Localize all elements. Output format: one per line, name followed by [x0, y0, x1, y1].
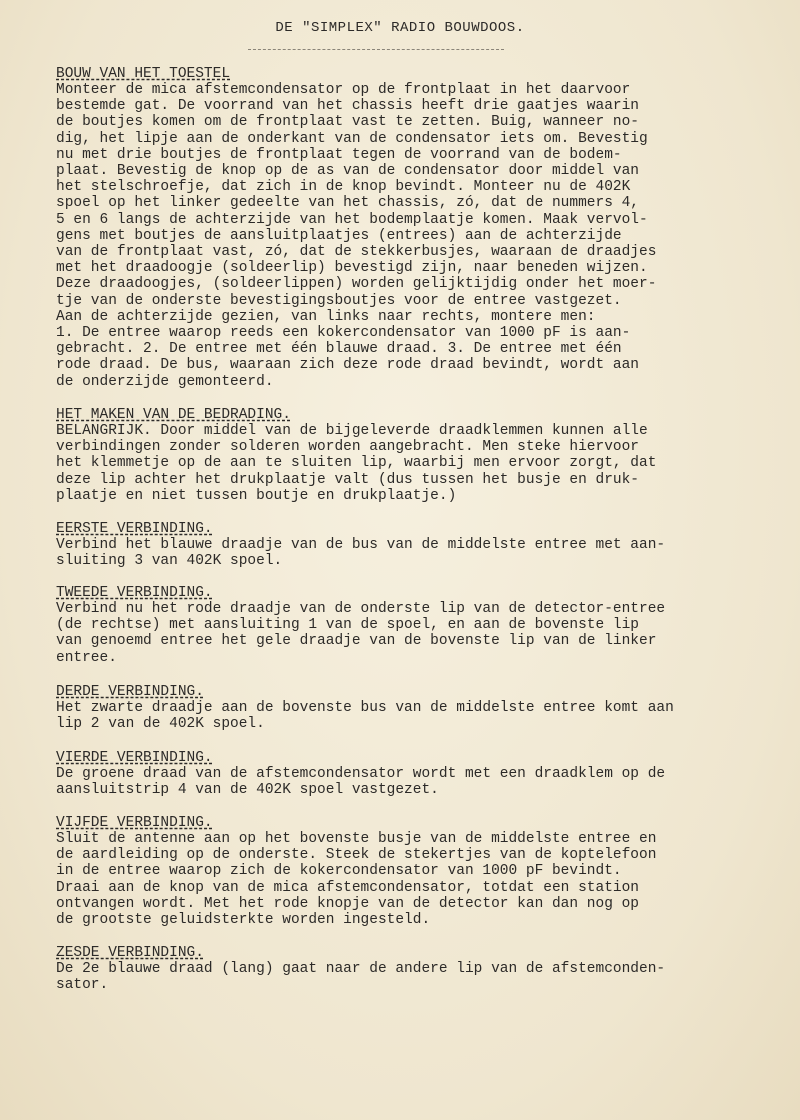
text-line: Verbind het blauwe draadje van de bus van de middelste entree met aan-: [56, 537, 666, 553]
section-eerste-verbinding: [56, 521, 766, 569]
text-line: verbindingen zonder solderen worden aangebracht. Men steke hiervoor: [56, 439, 639, 456]
title-divider: [248, 49, 504, 50]
section-heading: ZESDE VERBINDING.: [56, 945, 204, 961]
text-line: Sluit de antenne aan op het bovenste busje van de middelste entree en: [56, 831, 657, 847]
text-line: BELANGRIJK. Door middel van de bijgeleverde draadklemmen kunnen alle: [56, 423, 648, 439]
text-line: de grootste geluidsterkte worden ingesteld.: [56, 912, 431, 929]
text-line: het stelschroefje, dat zich in de knop bevindt. Monteer nu de 402K: [56, 179, 631, 196]
text-line: sator.: [56, 977, 109, 994]
text-line: 1. De entree waarop reeds een kokercondensator van 1000 pF is aan-: [56, 325, 631, 342]
section-heading: BOUW VAN HET TOESTEL: [56, 66, 231, 82]
text-line: deze lip achter het drukplaatje valt (dus tussen het busje en druk-: [56, 471, 639, 488]
text-line: 5 en 6 langs de achterzijde van het bodemplaatje komen. Maak vervol-: [56, 211, 648, 228]
section-heading: TWEEDE VERBINDING.: [56, 585, 213, 601]
section-zesde-verbinding: [56, 945, 766, 993]
text-line: de onderzijde gemonteerd.: [56, 373, 274, 390]
section-derde-verbinding: [56, 684, 766, 732]
text-line: plaatje en niet tussen boutje en drukplaatje.): [56, 487, 457, 504]
text-line: het klemmetje op de aan te sluiten lip, waarbij men ervoor zorgt, dat: [56, 455, 657, 472]
text-line: met het draadoogje (soldeerlip) bevestigd zijn, naar beneden wijzen.: [56, 260, 648, 277]
text-line: entree.: [56, 649, 117, 666]
page-title: DE "SIMPLEX" RADIO BOUWDOOS.: [275, 20, 525, 36]
text-line: sluiting 3 van 402K spoel.: [56, 553, 283, 570]
text-line: bestemde gat. De voorrand van het chassis heeft drie gaatjes waarin: [56, 98, 639, 115]
section-bouw-van-het-toestel: [56, 66, 766, 390]
text-line: gebracht. 2. De entree met één blauwe draad. 3. De entree met één: [56, 341, 622, 358]
text-line: Draai aan de knop van de mica afstemcondensator, totdat een station: [56, 879, 639, 896]
section-het-maken-van-de-bedrading: [56, 407, 766, 504]
text-line: aansluitstrip 4 van de 402K spoel vastgezet.: [56, 782, 439, 799]
section-vijfde-verbinding: [56, 815, 766, 928]
text-line: Het zwarte draadje aan de bovenste bus van de middelste entree komt aan: [56, 700, 674, 716]
section-heading: HET MAKEN VAN DE BEDRADING.: [56, 407, 291, 423]
text-line: van genoemd entree het gele draadje van de bovenste lip van de linker: [56, 633, 657, 650]
section-heading: EERSTE VERBINDING.: [56, 521, 213, 537]
text-line: dig, het lipje aan de onderkant van de condensator iets om. Bevestig: [56, 130, 648, 147]
text-line: plaat. Bevestig de knop op de as van de condensator door middel van: [56, 163, 639, 180]
text-line: De 2e blauwe draad (lang) gaat naar de andere lip van de afstemconden-: [56, 961, 666, 977]
text-line: Monteer de mica afstemcondensator op de frontplaat in het daarvoor: [56, 82, 631, 98]
text-line: Deze draadoogjes, (soldeerlippen) worden gelijktijdig onder het moer-: [56, 276, 657, 293]
section-heading: VIJFDE VERBINDING.: [56, 815, 213, 831]
text-line: De groene draad van de afstemcondensator wordt met een draadklem op de: [56, 766, 666, 782]
text-line: spoel op het linker gedeelte van het chassis, zó, dat de nummers 4,: [56, 195, 639, 212]
text-line: Verbind nu het rode draadje van de onderste lip van de detector-entree: [56, 601, 666, 617]
text-line: gens met boutjes de aansluitplaatjes (entrees) aan de achterzijde: [56, 227, 622, 244]
section-heading: DERDE VERBINDING.: [56, 684, 204, 700]
text-line: de boutjes komen om de frontplaat vast te zetten. Buig, wanneer no-: [56, 114, 639, 131]
text-line: Aan de achterzijde gezien, van links naar rechts, montere men:: [56, 308, 596, 325]
section-heading: VIERDE VERBINDING.: [56, 750, 213, 766]
text-line: tje van de onderste bevestigingsboutjes voor de entree vastgezet.: [56, 292, 622, 309]
text-line: van de frontplaat vast, zó, dat de stekkerbusjes, waaraan de draadjes: [56, 244, 657, 261]
text-line: (de rechtse) met aansluiting 1 van de spoel, en aan de bovenste lip: [56, 617, 639, 634]
section-tweede-verbinding: [56, 585, 766, 666]
text-line: ontvangen wordt. Met het rode knopje van de detector kan dan nog op: [56, 895, 639, 912]
text-line: lip 2 van de 402K spoel.: [56, 716, 265, 733]
text-line: de aardleiding op de onderste. Steek de stekertjes van de koptelefoon: [56, 847, 657, 864]
text-line: rode draad. De bus, waaraan zich deze rode draad bevindt, wordt aan: [56, 357, 639, 374]
text-line: nu met drie boutjes de frontplaat tegen de voorrand van de bodem-: [56, 146, 622, 163]
section-vierde-verbinding: [56, 750, 766, 798]
text-line: in de entree waarop zich de kokercondensator van 1000 pF bevindt.: [56, 863, 622, 880]
